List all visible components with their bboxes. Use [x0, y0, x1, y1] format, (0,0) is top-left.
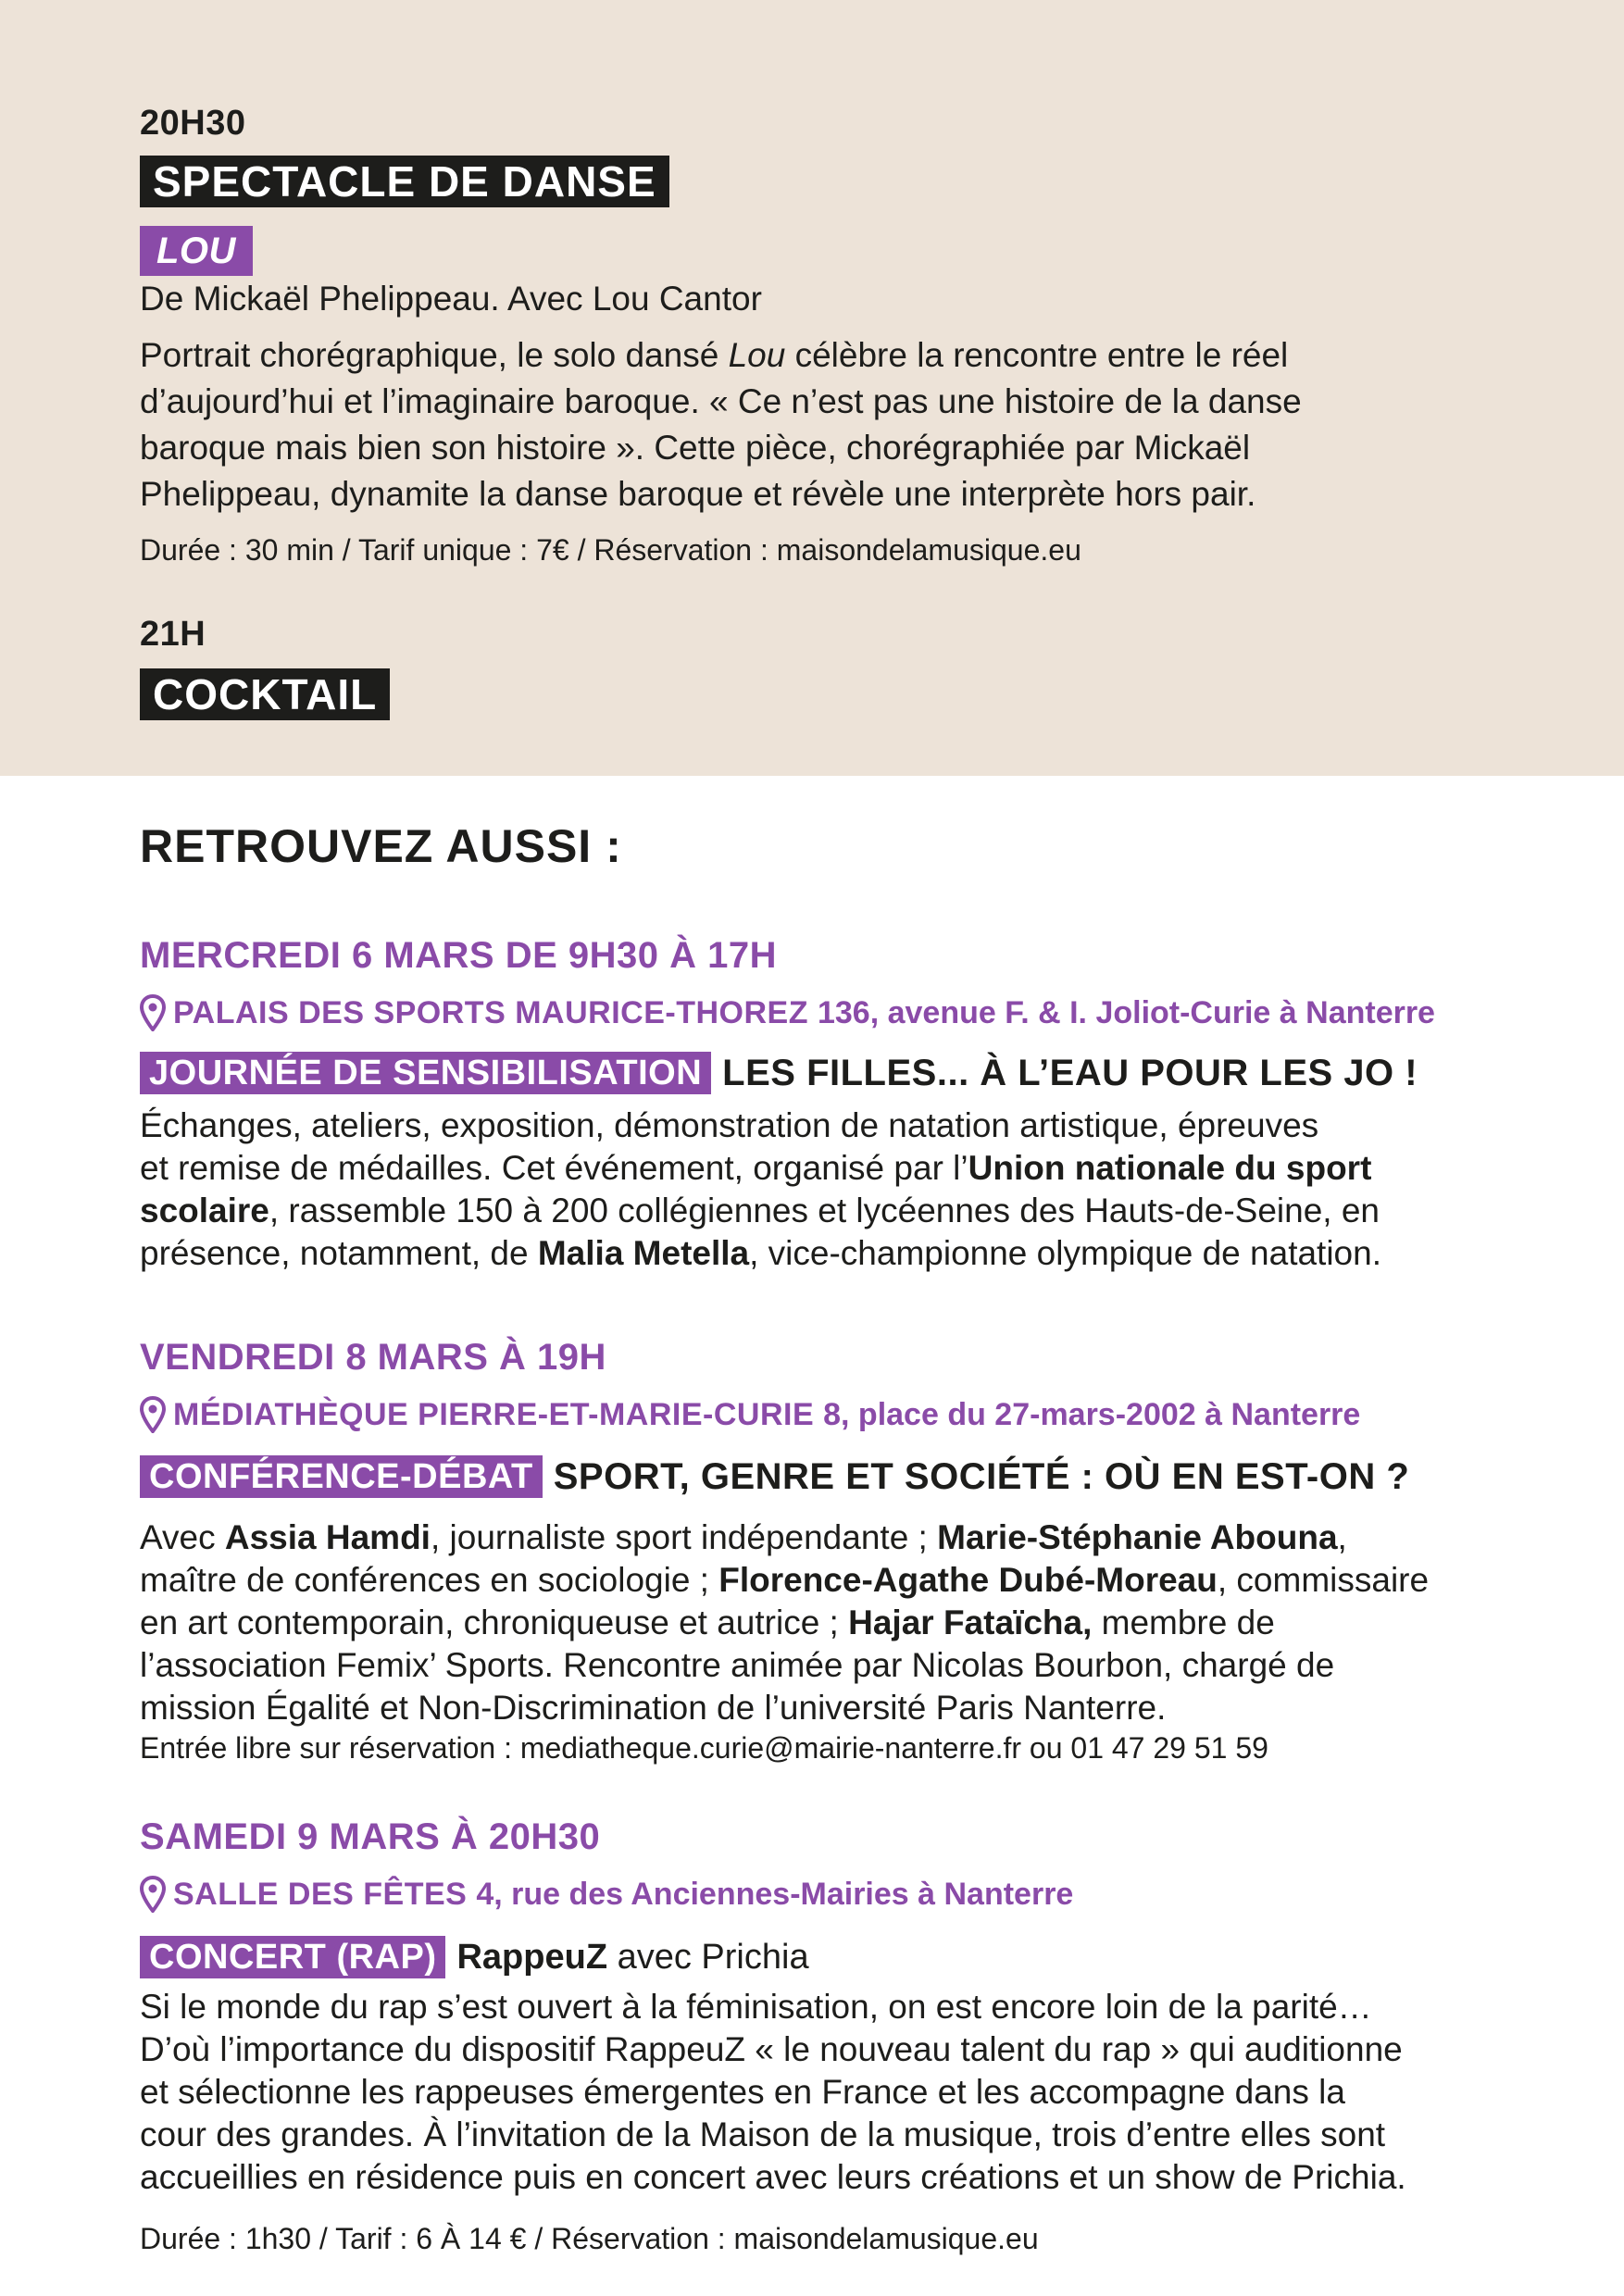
- event-header: [140, 1936, 809, 1978]
- cocktail-time: 21H: [140, 615, 206, 654]
- event-location: [140, 1876, 1073, 1913]
- dance-time: 20H30: [140, 104, 246, 143]
- event-date: SAMEDI 9 MARS À 20H30: [140, 1816, 601, 1857]
- event-category-badge: CONCERT (RAP): [140, 1936, 445, 1978]
- event-description: Échanges, ateliers, exposition, démonstration de natation artistique, épreuves et remise de médailles. Cet événement, organisé par l’Union nationale du sport scolaire, rassemble 150 à 200 collégiennes et lycéennes des Hauts-de-Seine, en présence, notamment, de Malia Metella, vice-championne olympique de natation.: [140, 1106, 1381, 1272]
- event-category-badge: CONFÉRENCE-DÉBAT: [140, 1455, 543, 1498]
- map-pin-icon: [140, 994, 166, 1031]
- event-category-badge: JOURNÉE DE SENSIBILISATION: [140, 1052, 711, 1094]
- map-pin-icon: [140, 1876, 166, 1913]
- event-title: RappeuZ avec Prichia: [456, 1937, 809, 1977]
- event-location: [140, 1396, 1360, 1433]
- map-pin-icon: [140, 1396, 166, 1433]
- event-title: SPORT, GENRE ET SOCIÉTÉ : OÙ EN EST-ON ?: [553, 1455, 1410, 1497]
- event-header: [140, 1455, 1409, 1498]
- event-location: [140, 994, 1435, 1031]
- cocktail-label: COCKTAIL: [140, 668, 390, 720]
- dance-info: Durée : 30 min / Tarif unique : 7€ / Réservation : maisondelamusique.eu: [140, 533, 1081, 567]
- event-address: 8, place du 27-mars-2002 à Nanterre: [823, 1396, 1361, 1432]
- section-heading: RETROUVEZ AUSSI :: [140, 820, 622, 872]
- event-description: Avec Assia Hamdi, journaliste sport indépendante ; Marie-Stéphanie Abouna, maître de conférences en sociologie ; Florence-Agathe Dubé-Moreau, commissaire en art contemporain, chroniqueuse et autrice ; Hajar Fataïcha, membre de l’association Femix’ Sports. Rencontre animée par Nicolas Bourbon, chargé de mission Égalité et Non-Discrimination de l’université Paris Nanterre.: [140, 1518, 1430, 1727]
- event-info: Durée : 1h30 / Tarif : 6 À 14 € / Réservation : maisondelamusique.eu: [140, 2222, 1039, 2255]
- event-venue: PALAIS DES SPORTS MAURICE-THOREZ: [173, 994, 808, 1030]
- event-description: Si le monde du rap s’est ouvert à la féminisation, on est encore loin de la parité… D’où l’importance du dispositif RappeuZ « le nouveau talent du rap » qui auditionne et sélectionne les rappeuses émergentes en France et les accompagne dans la cour des grandes. À l’invitation de la Maison de la musique, trois d’entre elles sont accueillies en résidence puis en concert avec leurs créations et un show de Prichia.: [140, 1988, 1406, 2196]
- event-address: 136, avenue F. & I. Joliot-Curie à Nanterre: [817, 994, 1435, 1030]
- dance-credits: De Mickaël Phelippeau. Avec Lou Cantor: [140, 280, 762, 318]
- dance-description: Portrait chorégraphique, le solo dansé Lou célèbre la rencontre entre le réel d’aujourd’hui et l’imaginaire baroque. « Ce n’est pas une histoire de la danse baroque mais bien son histoire ». Cette pièce, chorégraphiée par Mickaël Phelippeau, dynamite la danse baroque et révèle une interprète hors pair.: [140, 336, 1302, 513]
- event-address: 4, rue des Anciennes-Mairies à Nanterre: [476, 1876, 1074, 1912]
- event-date: MERCREDI 6 MARS DE 9H30 À 17H: [140, 935, 777, 976]
- event-info: Entrée libre sur réservation : mediatheque.curie@mairie-nanterre.fr ou 01 47 29 51 59: [140, 1731, 1268, 1765]
- event-header: [140, 1052, 1418, 1094]
- event-venue: MÉDIATHÈQUE PIERRE-ET-MARIE-CURIE: [173, 1396, 815, 1432]
- dance-title-badge: LOU: [140, 226, 253, 276]
- dance-title-italic: Lou: [728, 336, 786, 374]
- event-title: LES FILLES... À L’EAU POUR LES JO !: [722, 1052, 1418, 1093]
- event-venue: SALLE DES FÊTES: [173, 1876, 468, 1912]
- dance-category-label: SPECTACLE DE DANSE: [140, 156, 669, 207]
- event-date: VENDREDI 8 MARS À 19H: [140, 1337, 606, 1378]
